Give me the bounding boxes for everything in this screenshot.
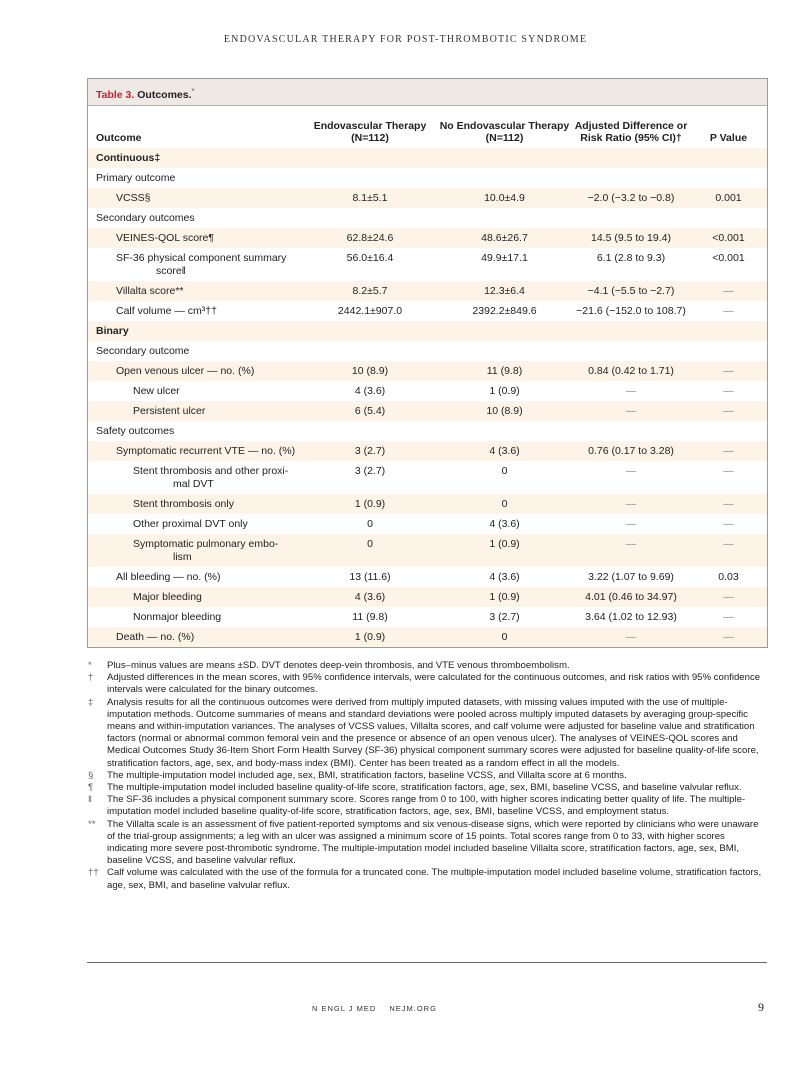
footnote	[87, 660, 767, 672]
row-label: Death — no. (%)	[116, 631, 195, 643]
table-title: Outcomes.	[137, 89, 192, 101]
table-row	[88, 301, 767, 321]
row-label: All bleeding — no. (%)	[116, 571, 221, 583]
cell-p-value: <0.001	[712, 252, 745, 264]
cell-endovascular: 2442.1±907.0	[337, 305, 403, 317]
cell-adjusted-difference: 3.64 (1.02 to 12.93)	[585, 611, 677, 623]
cell-no-endovascular: 1 (0.9)	[489, 385, 520, 397]
table-row	[88, 441, 767, 461]
cell-p-value: —	[723, 365, 734, 377]
header-outcome: Outcome	[96, 132, 142, 144]
footnote-mark: *	[88, 660, 92, 671]
cell-p-value: —	[723, 498, 734, 510]
row-label-line2: mal DVT	[173, 478, 214, 490]
cell-endovascular: 13 (11.6)	[349, 571, 391, 583]
cell-p-value: 0.001	[715, 192, 742, 204]
table-row	[88, 461, 767, 494]
cell-adjusted-difference: 4.01 (0.46 to 34.97)	[585, 591, 677, 603]
cell-endovascular: 1 (0.9)	[354, 498, 386, 510]
table-row	[88, 627, 767, 647]
row-label: Nonmajor bleeding	[133, 611, 222, 623]
row-label	[88, 538, 303, 564]
cell-p-value: —	[723, 518, 734, 530]
cell-no-endovascular: 1 (0.9)	[489, 538, 520, 550]
row-label: VCSS§	[116, 192, 151, 204]
table-row	[88, 228, 767, 248]
footnote-mark: §	[88, 769, 94, 781]
section-label: Binary	[96, 325, 129, 337]
cell-endovascular: 3 (2.7)	[354, 465, 386, 477]
footnote-text: The multiple-imputation model included age, sex, BMI, stratification factors, baseline VCSS, and Villalta score at 6 months.	[107, 769, 627, 781]
footnote-mark: †	[88, 672, 94, 684]
cell-adjusted-difference: −21.6 (−152.0 to 108.7)	[576, 305, 686, 317]
row-label: Persistent ulcer	[133, 405, 206, 417]
row-label: Open venous ulcer — no. (%)	[116, 365, 255, 377]
footnote	[87, 819, 767, 868]
table-row	[88, 534, 767, 567]
cell-no-endovascular: 10 (8.9)	[486, 405, 523, 417]
cell-endovascular: 11 (9.8)	[352, 611, 388, 623]
row-label-line1: SF-36 physical component summary	[116, 252, 287, 264]
journal-site: NEJM.ORG	[389, 1004, 437, 1013]
cell-adjusted-difference: −2.0 (−3.2 to −0.8)	[587, 192, 675, 204]
row-label: Symptomatic recurrent VTE — no. (%)	[116, 445, 296, 457]
table-row	[88, 321, 767, 341]
table-row	[88, 248, 767, 281]
cell-endovascular: 62.8±24.6	[346, 232, 394, 244]
cell-endovascular: 0	[367, 538, 373, 550]
cell-adjusted-difference: —	[625, 518, 637, 530]
cell-endovascular: 0	[367, 518, 373, 530]
cell-endovascular: 8.2±5.7	[352, 285, 388, 297]
cell-no-endovascular: 4 (3.6)	[489, 445, 520, 457]
cell-p-value: —	[723, 285, 734, 297]
footnote-mark: **	[88, 818, 96, 830]
row-label	[88, 465, 303, 491]
row-label-line2: score‖	[156, 265, 187, 277]
header-no-endovascular-line1: No Endovascular Therapy	[439, 120, 570, 132]
cell-p-value: —	[723, 405, 734, 417]
cell-no-endovascular: 3 (2.7)	[489, 611, 520, 623]
cell-no-endovascular: 4 (3.6)	[489, 571, 520, 583]
cell-no-endovascular: 12.3±6.4	[484, 285, 525, 297]
footnote	[87, 770, 767, 782]
cell-adjusted-difference: —	[625, 465, 637, 477]
cell-endovascular: 10 (8.9)	[351, 365, 389, 377]
row-label: Calf volume — cm³††	[116, 305, 217, 317]
cell-p-value: —	[723, 385, 734, 397]
cell-endovascular: 6 (5.4)	[354, 405, 386, 417]
header-endovascular	[303, 120, 437, 144]
footnote-text: Adjusted differences in the mean scores, with 95% confidence intervals, were calculated for the continuous outcomes, and risk ratios with 95% confidence intervals were calculated for the binary outcomes.	[107, 672, 761, 696]
header-no-endovascular-line2: (N=112)	[485, 132, 524, 144]
cell-p-value: —	[723, 465, 734, 477]
journal-name: N ENGL J MED	[312, 1004, 377, 1013]
cell-endovascular: 1 (0.9)	[354, 631, 386, 643]
footnote	[87, 867, 767, 891]
table-row	[88, 281, 767, 301]
cell-no-endovascular: 0	[501, 631, 508, 643]
subsection-label: Secondary outcomes	[96, 212, 195, 224]
header-endovascular-line1: Endovascular Therapy	[313, 120, 427, 132]
footnote-text: The Villalta scale is an assessment of five patient-reported symptoms and six venous-disease signs, which were reported by clinicians who were unaware of the trial-group assignments; a leg with an ulcer was assigned a minimum score of 15 points. Total scores range from 0 to 33, with higher scores indicating more severe post-thrombotic syndrome. The multiple-imputation model included baseline Villalta score, stratification factors, age, sex, BMI, baseline VCSS, and baseline valvular reflux.	[107, 818, 759, 867]
row-label: VEINES-QOL score¶	[116, 232, 215, 244]
row-label: Stent thrombosis only	[133, 498, 234, 510]
cell-adjusted-difference: 0.84 (0.42 to 1.71)	[588, 365, 674, 377]
cell-p-value: —	[723, 538, 734, 550]
cell-no-endovascular: 1 (0.9)	[489, 591, 520, 603]
footnote-text: The multiple-imputation model included baseline quality-of-life score, stratification factors, age, sex, BMI, baseline VCSS, and baseline valvular reflux.	[107, 782, 742, 794]
subsection-label: Primary outcome	[96, 172, 176, 184]
cell-no-endovascular: 48.6±26.7	[481, 232, 528, 244]
header-adjusted-difference-line2: Risk Ratio (95% CI)†	[580, 132, 682, 144]
header-endovascular-line2: (N=112)	[351, 132, 389, 144]
page-number: 9	[758, 1000, 764, 1014]
cell-no-endovascular: 10.0±4.9	[484, 192, 525, 204]
cell-p-value: —	[723, 305, 734, 317]
subsection-label: Secondary outcome	[96, 345, 190, 357]
cell-no-endovascular: 11 (9.8)	[486, 365, 523, 377]
table-row	[88, 381, 767, 401]
table-row	[88, 341, 767, 361]
footnote	[87, 672, 767, 696]
table-row	[88, 494, 767, 514]
cell-endovascular: 56.0±16.4	[346, 252, 394, 264]
cell-p-value: 0.03	[718, 571, 739, 583]
header-no-endovascular	[437, 120, 572, 144]
table-header-row	[88, 106, 767, 148]
footnote-text: The SF-36 includes a physical component summary score. Scores range from 0 to 100, with higher scores indicating better quality of life. The multiple-imputation model included baseline quality-of-life score, stratification factors, age, sex, BMI, baseline VCSS, and employment status.	[107, 794, 746, 818]
footnote	[87, 794, 767, 818]
caption-footnote-mark: *	[191, 87, 195, 96]
table-footnotes	[87, 660, 767, 892]
cell-no-endovascular: 2392.2±849.6	[472, 305, 537, 317]
running-head: ENDOVASCULAR THERAPY FOR POST-THROMBOTIC SYNDROME	[223, 34, 588, 45]
table-row	[88, 208, 767, 228]
footnote	[87, 782, 767, 794]
cell-adjusted-difference: −4.1 (−5.5 to −2.7)	[587, 285, 675, 297]
cell-no-endovascular: 49.9±17.1	[481, 252, 528, 264]
footnotes-rule	[87, 962, 767, 963]
cell-endovascular: 3 (2.7)	[354, 445, 386, 457]
table-row	[88, 168, 767, 188]
row-label-line1: Symptomatic pulmonary embo-	[133, 538, 279, 550]
cell-p-value: —	[723, 631, 734, 643]
cell-no-endovascular: 0	[501, 498, 508, 510]
cell-adjusted-difference: 0.76 (0.17 to 3.28)	[588, 445, 674, 457]
cell-no-endovascular: 4 (3.6)	[489, 518, 520, 530]
table-caption	[88, 79, 767, 106]
header-adjusted-difference	[572, 120, 690, 144]
footnote-text: Analysis results for all the continuous outcomes were derived from multiply imputed datasets, with missing values imputed with the use of multiple-imputation methods. Outcome summaries of means and standard deviations were pooled across multiply imputed datasets by averaging group-specific means and within-imputation variances. The analyses of VCSS values, Villalta scores, and calf volume were adjusted for baseline value and stratification factors (normal or abnormal common femoral vein and the presence or absence of an open venous ulcer). The analyses of VEINES-QOL scores and Medical Outcomes Study 36-Item Short Form Health Survey (SF-36) physical component summary scores were adjusted for baseline quality-of-life score, stratification factors, age, sex, and body-mass index (BMI). Center has been treated as a random effect in all the models.	[107, 696, 759, 769]
table-number: Table 3.	[96, 89, 135, 101]
row-label	[88, 252, 303, 278]
cell-adjusted-difference: —	[625, 385, 637, 397]
cell-p-value: <0.001	[712, 232, 745, 244]
header-p-value: P Value	[709, 132, 748, 144]
row-label: New ulcer	[133, 385, 180, 397]
cell-p-value: —	[723, 445, 734, 457]
row-label: Villalta score**	[116, 285, 184, 297]
cell-p-value: —	[723, 591, 734, 603]
row-label-line1: Stent thrombosis and other proxi-	[133, 465, 289, 477]
cell-endovascular: 4 (3.6)	[354, 591, 386, 603]
table-row	[88, 148, 767, 168]
cell-no-endovascular: 0	[501, 465, 508, 477]
table-row	[88, 401, 767, 421]
cell-adjusted-difference: 3.22 (1.07 to 9.69)	[588, 571, 674, 583]
cell-adjusted-difference: —	[625, 631, 637, 643]
table-row	[88, 587, 767, 607]
section-label: Continuous‡	[96, 152, 161, 164]
cell-adjusted-difference: —	[625, 538, 637, 550]
cell-adjusted-difference: 14.5 (9.5 to 19.4)	[591, 232, 671, 244]
table-row	[88, 567, 767, 587]
footnote-text: Calf volume was calculated with the use of the formula for a truncated cone. The multiple-imputation model included baseline volume, stratification factors, age, sex, BMI, and baseline valvular reflux.	[107, 867, 762, 891]
footnote	[87, 697, 767, 770]
table-row	[88, 514, 767, 534]
footnote-text: Plus–minus values are means ±SD. DVT denotes deep-vein thrombosis, and VTE venous thromboembolism.	[107, 660, 570, 671]
table-row	[88, 361, 767, 381]
table-row	[88, 607, 767, 627]
footnote-mark: ‡	[88, 696, 94, 708]
table-row	[88, 188, 767, 208]
row-label: Other proximal DVT only	[133, 518, 248, 530]
row-label-line2: lism	[173, 551, 192, 563]
subsection-label: Safety outcomes	[96, 425, 175, 437]
cell-adjusted-difference: —	[625, 498, 637, 510]
page-footer	[312, 1004, 437, 1013]
table-row	[88, 421, 767, 441]
cell-endovascular: 8.1±5.1	[352, 192, 388, 204]
cell-p-value: —	[723, 611, 734, 623]
outcomes-table	[87, 78, 768, 648]
footnote-mark: ¶	[88, 782, 94, 794]
cell-adjusted-difference: 6.1 (2.8 to 9.3)	[596, 252, 666, 264]
cell-adjusted-difference: —	[625, 405, 637, 417]
footnote-mark: ††	[88, 867, 99, 879]
header-adjusted-difference-line1: Adjusted Difference or	[574, 120, 688, 132]
cell-endovascular: 4 (3.6)	[354, 385, 386, 397]
row-label: Major bleeding	[133, 591, 202, 603]
footnote-mark: ‖	[88, 794, 92, 806]
